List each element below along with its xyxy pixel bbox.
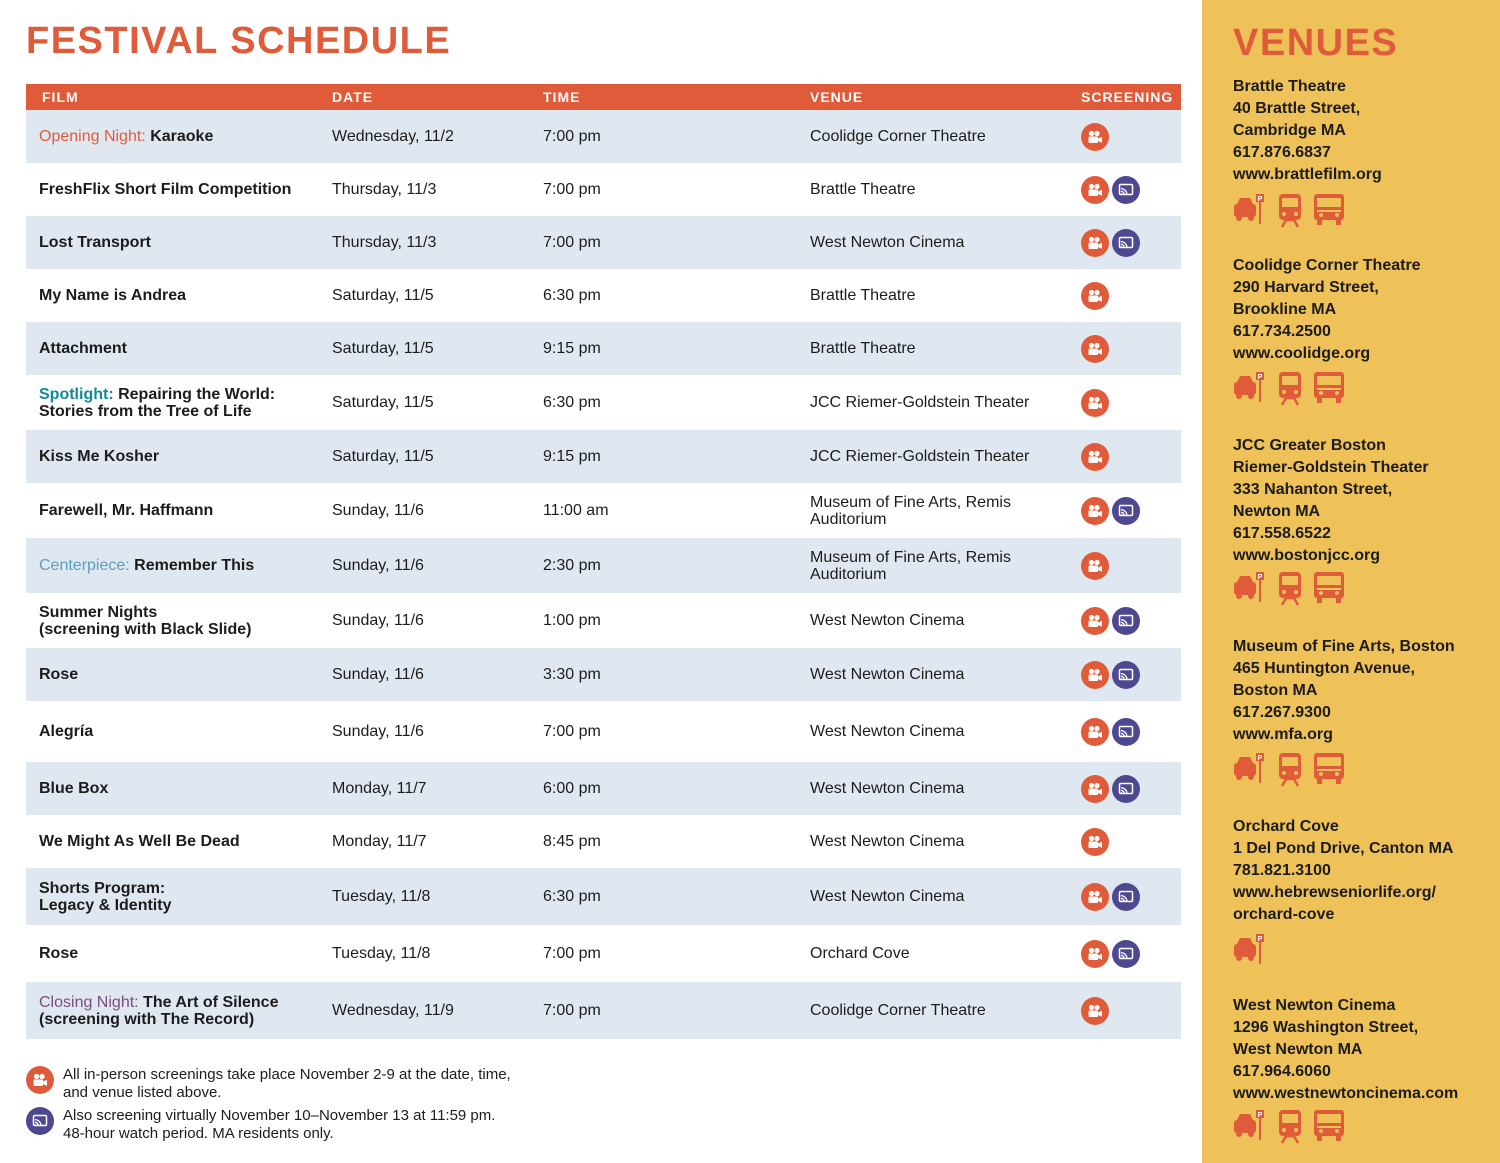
- screening-cell: [1081, 322, 1171, 375]
- film-cell: [39, 110, 324, 163]
- film-title: Remember This: [134, 557, 255, 574]
- venue-info: [1233, 255, 1495, 365]
- film-cell: [39, 648, 324, 701]
- camera-icon: [1081, 123, 1109, 151]
- venue-cell: JCC Riemer-Goldstein Theater: [810, 394, 1030, 411]
- legend-in-person-line1: All in-person screenings take place November 2-9 at the date, time,: [63, 1066, 511, 1083]
- venue-cell: Museum of Fine Arts, Remis Auditorium: [810, 493, 1011, 528]
- venue-name: JCC Greater Boston: [1233, 437, 1386, 454]
- film-title: Attachment: [39, 340, 128, 357]
- film-title: The Art of Silence: [143, 993, 279, 1011]
- venue-detail: 1296 Washington Street,: [1233, 1019, 1419, 1036]
- venue-name: Brattle Theatre: [1233, 78, 1346, 95]
- camera-icon: [1081, 607, 1109, 635]
- camera-icon: [1081, 997, 1109, 1025]
- venue-cell: Coolidge Corner Theatre: [810, 1002, 986, 1019]
- program-label: Opening Night:: [39, 128, 151, 145]
- venues-panel: [1202, 0, 1500, 1163]
- parking-icon: [1233, 192, 1267, 233]
- table-row: [26, 762, 1181, 815]
- venue-detail: www.mfa.org: [1233, 726, 1333, 743]
- film-cell: [39, 982, 324, 1039]
- venue-info: [1233, 816, 1495, 926]
- date-cell: Saturday, 11/5: [332, 287, 434, 304]
- date-cell: Sunday, 11/6: [332, 666, 424, 683]
- venue-cell: West Newton Cinema: [810, 833, 965, 850]
- program-label: Closing Night:: [39, 993, 144, 1011]
- transit-icons: [1233, 751, 1345, 792]
- film-cell: [39, 593, 324, 648]
- venue-name: Coolidge Corner Theatre: [1233, 257, 1421, 274]
- screening-cell: [1081, 375, 1171, 430]
- table-row: [26, 868, 1181, 925]
- venue-detail: Riemer-Goldstein Theater: [1233, 459, 1429, 476]
- date-cell: Tuesday, 11/8: [332, 888, 431, 905]
- transit-icons: [1233, 192, 1345, 233]
- film-cell: [39, 322, 324, 375]
- screening-cell: [1081, 925, 1171, 982]
- venue-name: Museum of Fine Arts, Boston: [1233, 638, 1455, 655]
- film-title: My Name is Andrea: [39, 287, 187, 304]
- camera-icon: [1081, 828, 1109, 856]
- cast-icon: [1112, 883, 1140, 911]
- venue-cell: West Newton Cinema: [810, 888, 965, 905]
- train-icon: [1277, 192, 1303, 233]
- venues-title: VENUES: [1233, 22, 1399, 64]
- venue-detail: West Newton MA: [1233, 1041, 1363, 1058]
- cast-icon: [1112, 176, 1140, 204]
- legend-in-person: [26, 1066, 626, 1102]
- film-title-line2: Legacy & Identity: [39, 896, 172, 914]
- venue-detail: 333 Nahanton Street,: [1233, 481, 1393, 498]
- venue-cell: West Newton Cinema: [810, 780, 965, 797]
- svg-text:P: P: [1257, 374, 1263, 381]
- date-cell: Wednesday, 11/2: [332, 128, 454, 145]
- venue-detail: 1 Del Pond Drive, Canton MA: [1233, 840, 1454, 857]
- venue-cell: Brattle Theatre: [810, 340, 916, 357]
- venue-detail: 465 Huntington Avenue,: [1233, 660, 1415, 677]
- train-icon: [1277, 751, 1303, 792]
- table-header: [26, 84, 1181, 110]
- venue-detail: 617.267.9300: [1233, 704, 1331, 721]
- train-icon: [1277, 370, 1303, 411]
- film-cell: [39, 483, 324, 538]
- film-cell: [39, 925, 324, 982]
- screening-cell: [1081, 430, 1171, 483]
- program-label: Centerpiece:: [39, 557, 135, 574]
- time-cell: 2:30 pm: [543, 557, 601, 574]
- table-row: [26, 648, 1181, 701]
- table-row: [26, 701, 1181, 762]
- screening-cell: [1081, 868, 1171, 925]
- parking-icon: [1233, 932, 1267, 971]
- camera-icon: [1081, 661, 1109, 689]
- film-cell: [39, 269, 324, 322]
- film-title-line2: (screening with The Record): [39, 1010, 255, 1028]
- film-cell: [39, 868, 324, 925]
- date-cell: Saturday, 11/5: [332, 448, 434, 465]
- film-cell: [39, 430, 324, 483]
- date-cell: Monday, 11/7: [332, 833, 427, 850]
- venue-detail: Newton MA: [1233, 503, 1321, 520]
- camera-icon: [1081, 940, 1109, 968]
- film-title: We Might As Well Be Dead: [39, 833, 240, 850]
- camera-icon: [1081, 443, 1109, 471]
- transit-icons: [1233, 932, 1267, 971]
- column-header-film: FILM: [42, 89, 79, 105]
- page-title: FESTIVAL SCHEDULE: [26, 20, 452, 62]
- film-title: Shorts Program:: [39, 879, 166, 897]
- venue-cell: Orchard Cove: [810, 945, 910, 962]
- cast-icon: [1112, 775, 1140, 803]
- table-row: [26, 110, 1181, 163]
- date-cell: Sunday, 11/6: [332, 557, 424, 574]
- camera-icon: [1081, 883, 1109, 911]
- venue-cell: West Newton Cinema: [810, 234, 965, 251]
- venue-cell: Brattle Theatre: [810, 181, 916, 198]
- film-cell: [39, 762, 324, 815]
- venue-detail: 617.876.6837: [1233, 144, 1331, 161]
- bus-icon: [1313, 1108, 1345, 1149]
- time-cell: 7:00 pm: [543, 945, 601, 962]
- camera-icon: [26, 1066, 54, 1094]
- time-cell: 8:45 pm: [543, 833, 601, 850]
- time-cell: 6:00 pm: [543, 780, 601, 797]
- film-cell: [39, 538, 324, 593]
- column-header-date: DATE: [332, 89, 374, 105]
- camera-icon: [1081, 176, 1109, 204]
- svg-text:P: P: [1257, 1112, 1263, 1119]
- bus-icon: [1313, 570, 1345, 611]
- screening-cell: [1081, 701, 1171, 762]
- time-cell: 9:15 pm: [543, 448, 601, 465]
- screening-cell: [1081, 110, 1171, 163]
- venue-info: [1233, 636, 1495, 746]
- venue-info: [1233, 435, 1495, 567]
- film-cell: [39, 701, 324, 762]
- cast-icon: [26, 1107, 54, 1135]
- film-title: Summer Nights: [39, 603, 158, 621]
- film-title: Repairing the World:: [118, 385, 276, 403]
- venue-detail: Cambridge MA: [1233, 122, 1346, 139]
- camera-icon: [1081, 335, 1109, 363]
- venue-detail: 290 Harvard Street,: [1233, 279, 1379, 296]
- venue-cell: West Newton Cinema: [810, 666, 965, 683]
- bus-icon: [1313, 192, 1345, 233]
- camera-icon: [1081, 552, 1109, 580]
- film-title: FreshFlix Short Film Competition: [39, 181, 292, 198]
- table-row: [26, 269, 1181, 322]
- venue-detail: www.hebrewseniorlife.org/: [1233, 884, 1436, 901]
- screening-cell: [1081, 163, 1171, 216]
- screening-cell: [1081, 216, 1171, 269]
- screening-cell: [1081, 762, 1171, 815]
- venue-detail: www.brattlefilm.org: [1233, 166, 1382, 183]
- screening-cell: [1081, 538, 1171, 593]
- time-cell: 7:00 pm: [543, 723, 601, 740]
- legend-virtual-line2: 48-hour watch period. MA residents only.: [63, 1125, 334, 1142]
- column-header-screening: SCREENING: [1081, 89, 1174, 105]
- film-title: Karaoke: [150, 128, 214, 145]
- svg-text:P: P: [1257, 196, 1263, 203]
- train-icon: [1277, 570, 1303, 611]
- table-row: [26, 925, 1181, 982]
- svg-text:P: P: [1257, 574, 1263, 581]
- venue-detail: 617.734.2500: [1233, 323, 1331, 340]
- parking-icon: [1233, 751, 1267, 792]
- time-cell: 6:30 pm: [543, 287, 601, 304]
- legend-virtual-line1: Also screening virtually November 10–November 13 at 11:59 pm.: [63, 1107, 496, 1124]
- film-title: Lost Transport: [39, 234, 152, 251]
- venue-detail: Boston MA: [1233, 682, 1318, 699]
- svg-text:P: P: [1257, 755, 1263, 762]
- train-icon: [1277, 1108, 1303, 1149]
- bus-icon: [1313, 751, 1345, 792]
- film-cell: [39, 163, 324, 216]
- venue-cell: West Newton Cinema: [810, 612, 965, 629]
- table-row: [26, 430, 1181, 483]
- date-cell: Sunday, 11/6: [332, 502, 424, 519]
- film-cell: [39, 375, 324, 430]
- camera-icon: [1081, 389, 1109, 417]
- program-label: Spotlight:: [39, 385, 119, 403]
- table-row: [26, 375, 1181, 430]
- parking-icon: [1233, 1108, 1267, 1149]
- film-cell: [39, 216, 324, 269]
- venue-info: [1233, 995, 1495, 1105]
- venue-cell: Coolidge Corner Theatre: [810, 128, 986, 145]
- time-cell: 7:00 pm: [543, 128, 601, 145]
- cast-icon: [1112, 718, 1140, 746]
- venue-cell: JCC Riemer-Goldstein Theater: [810, 448, 1030, 465]
- venue-detail: 781.821.3100: [1233, 862, 1331, 879]
- time-cell: 11:00 am: [543, 502, 609, 519]
- camera-icon: [1081, 775, 1109, 803]
- time-cell: 7:00 pm: [543, 1002, 601, 1019]
- cast-icon: [1112, 940, 1140, 968]
- date-cell: Wednesday, 11/9: [332, 1002, 454, 1019]
- transit-icons: [1233, 1108, 1345, 1149]
- date-cell: Thursday, 11/3: [332, 234, 437, 251]
- screening-cell: [1081, 815, 1171, 868]
- film-title: Rose: [39, 945, 79, 962]
- parking-icon: [1233, 570, 1267, 611]
- screening-cell: [1081, 483, 1171, 538]
- table-row: [26, 982, 1181, 1039]
- table-row: [26, 483, 1181, 538]
- bus-icon: [1313, 370, 1345, 411]
- date-cell: Thursday, 11/3: [332, 181, 437, 198]
- table-row: [26, 538, 1181, 593]
- camera-icon: [1081, 718, 1109, 746]
- venue-info: [1233, 76, 1495, 186]
- camera-icon: [1081, 282, 1109, 310]
- time-cell: 6:30 pm: [543, 394, 601, 411]
- film-title: Blue Box: [39, 780, 109, 797]
- date-cell: Sunday, 11/6: [332, 723, 424, 740]
- film-title-line2: Stories from the Tree of Life: [39, 402, 252, 420]
- svg-text:P: P: [1257, 936, 1263, 943]
- cast-icon: [1112, 497, 1140, 525]
- venue-detail: orchard-cove: [1233, 906, 1335, 923]
- venue-detail: www.westnewtoncinema.com: [1233, 1085, 1459, 1102]
- film-title: Rose: [39, 666, 79, 683]
- camera-icon: [1081, 497, 1109, 525]
- venue-cell: Brattle Theatre: [810, 287, 916, 304]
- venue-detail: www.bostonjcc.org: [1233, 547, 1380, 564]
- cast-icon: [1112, 607, 1140, 635]
- venue-detail: 40 Brattle Street,: [1233, 100, 1361, 117]
- screening-cell: [1081, 593, 1171, 648]
- legend-virtual: [26, 1107, 626, 1143]
- film-title: Alegría: [39, 723, 94, 740]
- table-row: [26, 163, 1181, 216]
- date-cell: Tuesday, 11/8: [332, 945, 431, 962]
- table-row: [26, 322, 1181, 375]
- parking-icon: [1233, 370, 1267, 411]
- film-title-line2: (screening with Black Slide): [39, 620, 252, 638]
- camera-icon: [1081, 229, 1109, 257]
- venue-detail: Brookline MA: [1233, 301, 1337, 318]
- column-header-venue: VENUE: [810, 89, 864, 105]
- date-cell: Sunday, 11/6: [332, 612, 424, 629]
- time-cell: 6:30 pm: [543, 888, 601, 905]
- date-cell: Monday, 11/7: [332, 780, 427, 797]
- venue-name: West Newton Cinema: [1233, 997, 1396, 1014]
- date-cell: Saturday, 11/5: [332, 394, 434, 411]
- screening-cell: [1081, 269, 1171, 322]
- venue-detail: www.coolidge.org: [1233, 345, 1371, 362]
- screening-cell: [1081, 982, 1171, 1039]
- venue-detail: 617.964.6060: [1233, 1063, 1331, 1080]
- time-cell: 3:30 pm: [543, 666, 601, 683]
- date-cell: Saturday, 11/5: [332, 340, 434, 357]
- cast-icon: [1112, 661, 1140, 689]
- venue-detail: 617.558.6522: [1233, 525, 1331, 542]
- time-cell: 7:00 pm: [543, 234, 601, 251]
- column-header-time: TIME: [543, 89, 581, 105]
- time-cell: 1:00 pm: [543, 612, 601, 629]
- table-row: [26, 593, 1181, 648]
- table-row: [26, 216, 1181, 269]
- venue-cell: West Newton Cinema: [810, 723, 965, 740]
- transit-icons: [1233, 570, 1345, 611]
- time-cell: 7:00 pm: [543, 181, 601, 198]
- film-title: Kiss Me Kosher: [39, 448, 160, 465]
- time-cell: 9:15 pm: [543, 340, 601, 357]
- film-title: Farewell, Mr. Haffmann: [39, 502, 214, 519]
- cast-icon: [1112, 229, 1140, 257]
- legend-in-person-line2: and venue listed above.: [63, 1084, 222, 1101]
- schedule-table: [26, 110, 1181, 1039]
- venue-cell: Museum of Fine Arts, Remis Auditorium: [810, 548, 1011, 583]
- venue-name: Orchard Cove: [1233, 818, 1339, 835]
- table-row: [26, 815, 1181, 868]
- film-cell: [39, 815, 324, 868]
- transit-icons: [1233, 370, 1345, 411]
- screening-cell: [1081, 648, 1171, 701]
